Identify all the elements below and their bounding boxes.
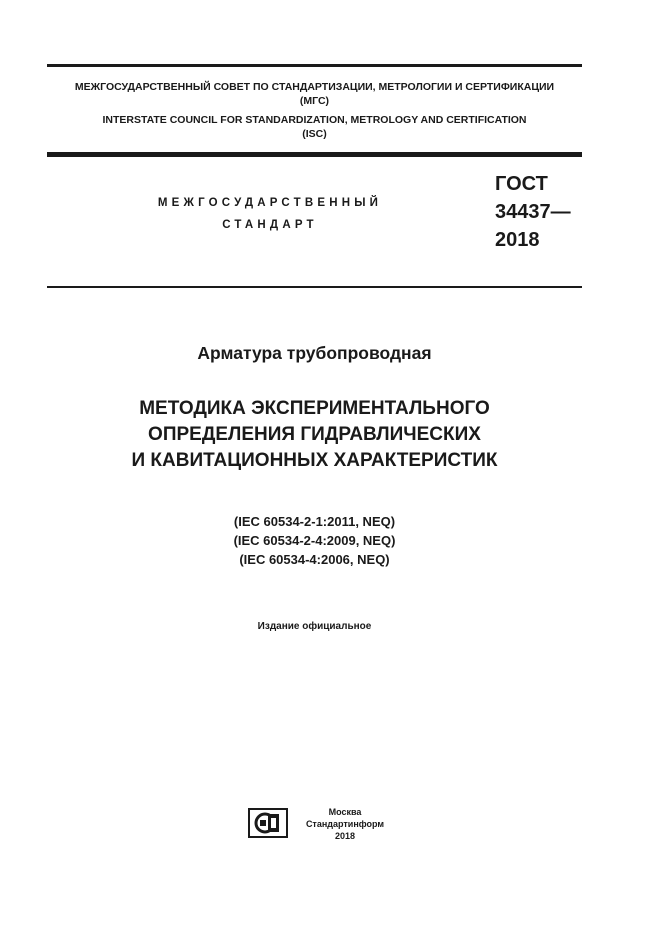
gost-number: 34437— — [495, 201, 571, 223]
middle-rule — [47, 152, 582, 157]
title-line-3: И КАВИТАЦИОННЫХ ХАРАКТЕРИСТИК — [131, 450, 498, 471]
top-rule — [47, 64, 582, 67]
council-en-name: INTERSTATE COUNCIL FOR STANDARDIZATION, METROLOGY AND CERTIFICATION — [102, 114, 527, 126]
publisher-city: Москва — [328, 807, 362, 817]
gost-prefix: ГОСТ — [495, 173, 548, 195]
council-en-abbr: (ISC) — [302, 128, 327, 140]
iec-reference: (IEC 60534-2-1:2011, NEQ) — [233, 514, 396, 529]
council-ru-abbr: (МГС) — [299, 95, 330, 107]
gost-year: 2018 — [495, 229, 540, 251]
publisher-year: 2018 — [334, 831, 356, 841]
standard-type-line2: СТАНДАРТ — [222, 219, 318, 231]
council-header — [47, 80, 582, 141]
gost-designation — [495, 170, 571, 254]
title-line-2: ОПРЕДЕЛЕНИЯ ГИДРАВЛИЧЕСКИХ — [148, 424, 481, 445]
document-title — [47, 396, 582, 474]
iec-reference: (IEC 60534-2-4:2009, NEQ) — [233, 533, 396, 548]
iec-references — [47, 512, 582, 569]
standartinform-logo-icon — [248, 808, 288, 838]
council-ru-name: МЕЖГОСУДАРСТВЕННЫЙ СОВЕТ ПО СТАНДАРТИЗАЦИИ, МЕТРОЛОГИИ И СЕРТИФИКАЦИИ — [74, 81, 555, 93]
bottom-rule — [47, 286, 582, 288]
title-line-1: МЕТОДИКА ЭКСПЕРИМЕНТАЛЬНОГО — [139, 398, 490, 419]
publisher-name: Стандартинформ — [305, 819, 385, 829]
standard-type-line1: МЕЖГОСУДАРСТВЕННЫЙ — [157, 197, 383, 209]
iec-reference: (IEC 60534-4:2006, NEQ) — [239, 552, 390, 567]
document-subtitle: Арматура трубопроводная — [197, 343, 432, 363]
edition-label: Издание официальное — [257, 621, 372, 632]
standard-type — [140, 192, 400, 236]
publisher-block — [300, 806, 390, 842]
